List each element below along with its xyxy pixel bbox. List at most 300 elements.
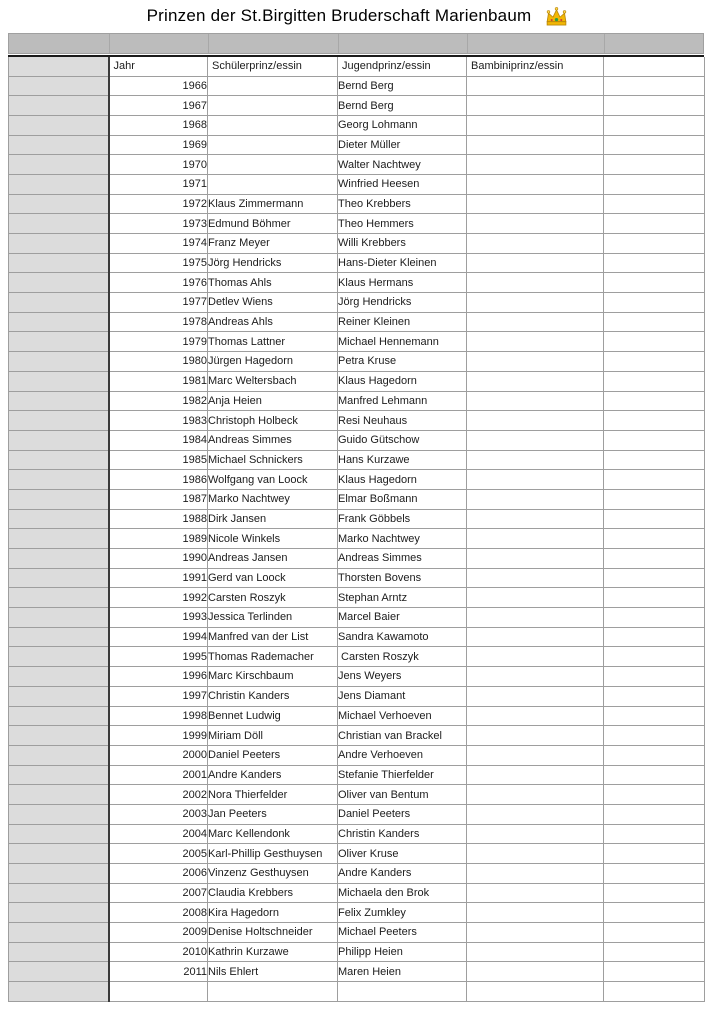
cell-jahr — [109, 982, 208, 1002]
cell-extra — [604, 312, 705, 332]
cell-jahr: 2009 — [109, 923, 208, 943]
cell-jugendprinz: Maren Heien — [338, 962, 467, 982]
cell-row-label — [9, 588, 109, 608]
table-row — [9, 785, 705, 805]
cell-bambiniprinz — [467, 647, 604, 667]
column-header-jahr: Jahr — [109, 57, 208, 76]
cell-schuelerprinz: Marko Nachtwey — [208, 489, 338, 509]
table-row — [9, 883, 705, 903]
cell-bambiniprinz — [467, 608, 604, 628]
cell-jugendprinz: Michael Hennemann — [338, 332, 467, 352]
cell-jahr: 1981 — [109, 371, 208, 391]
cell-extra — [604, 785, 705, 805]
cell-schuelerprinz: Kathrin Kurzawe — [208, 942, 338, 962]
table-row — [9, 686, 705, 706]
table-row — [9, 982, 705, 1002]
cell-jahr: 1971 — [109, 174, 208, 194]
cell-jahr: 2002 — [109, 785, 208, 805]
cell-row-label — [9, 155, 109, 175]
cell-bambiniprinz — [467, 411, 604, 431]
cell-schuelerprinz: Klaus Zimmermann — [208, 194, 338, 214]
cell-jahr: 1972 — [109, 194, 208, 214]
cell-jahr: 1986 — [109, 470, 208, 490]
cell-bambiniprinz — [467, 962, 604, 982]
cell-schuelerprinz: Jörg Hendricks — [208, 253, 338, 273]
table-row — [9, 312, 705, 332]
cell-jugendprinz: Dieter Müller — [338, 135, 467, 155]
cell-row-label — [9, 135, 109, 155]
column-header-schuelerprinz: Schülerprinz/essin — [208, 57, 338, 76]
cell-jahr: 1991 — [109, 568, 208, 588]
cell-bambiniprinz — [467, 568, 604, 588]
cell-schuelerprinz: Jessica Terlinden — [208, 608, 338, 628]
cell-extra — [604, 962, 705, 982]
cell-jahr: 1984 — [109, 430, 208, 450]
table-row — [9, 627, 705, 647]
cell-jugendprinz: Michael Peeters — [338, 923, 467, 943]
cell-jugendprinz: Resi Neuhaus — [338, 411, 467, 431]
cell-row-label — [9, 76, 109, 96]
page-title: Prinzen der St.Birgitten Bruderschaft Marienbaum — [146, 6, 532, 25]
cell-jugendprinz: Marko Nachtwey — [338, 529, 467, 549]
cell-extra — [604, 76, 705, 96]
cell-row-label — [9, 824, 109, 844]
cell-jugendprinz: Winfried Heesen — [338, 174, 467, 194]
cell-row-label — [9, 470, 109, 490]
cell-row-label — [9, 391, 109, 411]
cell-schuelerprinz: Andre Kanders — [208, 765, 338, 785]
cell-jahr: 1970 — [109, 155, 208, 175]
cell-jugendprinz: Thorsten Bovens — [338, 568, 467, 588]
cell-row-label — [9, 234, 109, 254]
band-cell — [208, 34, 338, 53]
cell-jahr: 1980 — [109, 352, 208, 372]
title-row — [0, 3, 716, 29]
cell-row-label — [9, 332, 109, 352]
cell-schuelerprinz — [208, 76, 338, 96]
cell-schuelerprinz — [208, 982, 338, 1002]
cell-schuelerprinz — [208, 115, 338, 135]
cell-schuelerprinz: Nils Ehlert — [208, 962, 338, 982]
cell-extra — [604, 293, 705, 313]
cell-bambiniprinz — [467, 470, 604, 490]
cell-schuelerprinz: Nicole Winkels — [208, 529, 338, 549]
table-row — [9, 745, 705, 765]
cell-bambiniprinz — [467, 450, 604, 470]
cell-row-label — [9, 982, 109, 1002]
cell-jahr: 1992 — [109, 588, 208, 608]
cell-jugendprinz — [338, 982, 467, 1002]
cell-row-label — [9, 568, 109, 588]
table-row — [9, 844, 705, 864]
cell-schuelerprinz: Vinzenz Gesthuysen — [208, 864, 338, 884]
table-header-row — [9, 57, 705, 76]
cell-jugendprinz: Sandra Kawamoto — [338, 627, 467, 647]
cell-row-label — [9, 115, 109, 135]
cell-jahr: 1995 — [109, 647, 208, 667]
cell-jugendprinz: Hans Kurzawe — [338, 450, 467, 470]
cell-schuelerprinz: Andreas Ahls — [208, 312, 338, 332]
cell-jugendprinz: Daniel Peeters — [338, 804, 467, 824]
cell-extra — [604, 194, 705, 214]
table-row — [9, 962, 705, 982]
cell-extra — [604, 253, 705, 273]
cell-bambiniprinz — [467, 312, 604, 332]
cell-row-label — [9, 549, 109, 569]
cell-jahr: 1967 — [109, 96, 208, 116]
cell-schuelerprinz: Marc Kellendonk — [208, 824, 338, 844]
cell-schuelerprinz: Andreas Jansen — [208, 549, 338, 569]
cell-bambiniprinz — [467, 135, 604, 155]
cell-bambiniprinz — [467, 745, 604, 765]
cell-row-label — [9, 962, 109, 982]
cell-extra — [604, 509, 705, 529]
cell-schuelerprinz — [208, 155, 338, 175]
cell-schuelerprinz: Franz Meyer — [208, 234, 338, 254]
cell-row-label — [9, 273, 109, 293]
cell-extra — [604, 450, 705, 470]
cell-jugendprinz: Klaus Hagedorn — [338, 470, 467, 490]
cell-schuelerprinz: Thomas Rademacher — [208, 647, 338, 667]
table-row — [9, 549, 705, 569]
cell-jahr: 1993 — [109, 608, 208, 628]
cell-row-label — [9, 96, 109, 116]
cell-extra — [604, 864, 705, 884]
table-row — [9, 371, 705, 391]
cell-bambiniprinz — [467, 765, 604, 785]
cell-extra — [604, 844, 705, 864]
cell-schuelerprinz: Marc Weltersbach — [208, 371, 338, 391]
cell-row-label — [9, 785, 109, 805]
cell-jahr: 2003 — [109, 804, 208, 824]
cell-jahr: 2010 — [109, 942, 208, 962]
cell-jahr: 1975 — [109, 253, 208, 273]
cell-row-label — [9, 174, 109, 194]
cell-jahr: 1973 — [109, 214, 208, 234]
cell-schuelerprinz: Thomas Ahls — [208, 273, 338, 293]
table-row — [9, 706, 705, 726]
cell-jahr: 1966 — [109, 76, 208, 96]
cell-jugendprinz: Theo Hemmers — [338, 214, 467, 234]
cell-row-label — [9, 686, 109, 706]
cell-bambiniprinz — [467, 549, 604, 569]
cell-extra — [604, 352, 705, 372]
cell-row-label — [9, 253, 109, 273]
cell-schuelerprinz: Marc Kirschbaum — [208, 667, 338, 687]
cell-jahr: 1996 — [109, 667, 208, 687]
cell-jahr: 1983 — [109, 411, 208, 431]
cell-bambiniprinz — [467, 234, 604, 254]
table-row — [9, 214, 705, 234]
table-row — [9, 273, 705, 293]
column-header-bambiniprinz: Bambiniprinz/essin — [467, 57, 604, 76]
cell-jugendprinz: Oliver van Bentum — [338, 785, 467, 805]
cell-bambiniprinz — [467, 942, 604, 962]
cell-jahr: 1978 — [109, 312, 208, 332]
cell-extra — [604, 923, 705, 943]
cell-row-label — [9, 706, 109, 726]
table-row — [9, 430, 705, 450]
cell-extra — [604, 430, 705, 450]
cell-extra — [604, 411, 705, 431]
cell-row-label — [9, 923, 109, 943]
cell-extra — [604, 391, 705, 411]
cell-jugendprinz: Carsten Roszyk — [338, 647, 467, 667]
table-row — [9, 824, 705, 844]
cell-row-label — [9, 765, 109, 785]
cell-jugendprinz: Michael Verhoeven — [338, 706, 467, 726]
cell-bambiniprinz — [467, 864, 604, 884]
cell-extra — [604, 549, 705, 569]
cell-schuelerprinz: Karl-Phillip Gesthuysen — [208, 844, 338, 864]
cell-jugendprinz: Reiner Kleinen — [338, 312, 467, 332]
cell-extra — [604, 686, 705, 706]
table-row — [9, 608, 705, 628]
cell-bambiniprinz — [467, 352, 604, 372]
column-header-extra — [604, 57, 705, 76]
cell-jugendprinz: Jörg Hendricks — [338, 293, 467, 313]
cell-jugendprinz: Stefanie Thierfelder — [338, 765, 467, 785]
table-row — [9, 470, 705, 490]
cell-bambiniprinz — [467, 529, 604, 549]
cell-jahr: 1979 — [109, 332, 208, 352]
cell-extra — [604, 982, 705, 1002]
cell-row-label — [9, 352, 109, 372]
table-row — [9, 194, 705, 214]
table-row — [9, 804, 705, 824]
band-cell — [467, 34, 604, 53]
cell-jahr: 1990 — [109, 549, 208, 569]
table-row — [9, 509, 705, 529]
cell-extra — [604, 214, 705, 234]
cell-jugendprinz: Klaus Hagedorn — [338, 371, 467, 391]
column-header-blank — [9, 57, 109, 76]
cell-schuelerprinz: Carsten Roszyk — [208, 588, 338, 608]
cell-jahr: 1988 — [109, 509, 208, 529]
cell-schuelerprinz: Claudia Krebbers — [208, 883, 338, 903]
cell-bambiniprinz — [467, 588, 604, 608]
cell-bambiniprinz — [467, 903, 604, 923]
cell-row-label — [9, 450, 109, 470]
cell-schuelerprinz: Jürgen Hagedorn — [208, 352, 338, 372]
cell-schuelerprinz: Kira Hagedorn — [208, 903, 338, 923]
cell-extra — [604, 608, 705, 628]
cell-row-label — [9, 942, 109, 962]
cell-extra — [604, 135, 705, 155]
cell-bambiniprinz — [467, 667, 604, 687]
cell-bambiniprinz — [467, 253, 604, 273]
cell-jugendprinz: Michaela den Brok — [338, 883, 467, 903]
cell-bambiniprinz — [467, 371, 604, 391]
cell-extra — [604, 883, 705, 903]
cell-bambiniprinz — [467, 883, 604, 903]
table-row — [9, 96, 705, 116]
cell-bambiniprinz — [467, 824, 604, 844]
table-row — [9, 391, 705, 411]
cell-jahr: 2008 — [109, 903, 208, 923]
table-row — [9, 765, 705, 785]
cell-jahr: 1985 — [109, 450, 208, 470]
cell-bambiniprinz — [467, 115, 604, 135]
cell-row-label — [9, 745, 109, 765]
cell-jugendprinz: Klaus Hermans — [338, 273, 467, 293]
cell-bambiniprinz — [467, 844, 604, 864]
cell-extra — [604, 726, 705, 746]
cell-row-label — [9, 667, 109, 687]
cell-extra — [604, 568, 705, 588]
cell-jugendprinz: Jens Weyers — [338, 667, 467, 687]
table-row — [9, 923, 705, 943]
cell-extra — [604, 588, 705, 608]
table-row — [9, 489, 705, 509]
table-row — [9, 234, 705, 254]
cell-bambiniprinz — [467, 726, 604, 746]
cell-row-label — [9, 371, 109, 391]
cell-bambiniprinz — [467, 923, 604, 943]
table-row — [9, 942, 705, 962]
cell-jugendprinz: Hans-Dieter Kleinen — [338, 253, 467, 273]
cell-jugendprinz: Andreas Simmes — [338, 549, 467, 569]
cell-row-label — [9, 509, 109, 529]
cell-bambiniprinz — [467, 785, 604, 805]
cell-jugendprinz: Frank Göbbels — [338, 509, 467, 529]
cell-extra — [604, 529, 705, 549]
cell-jahr: 2011 — [109, 962, 208, 982]
cell-jahr: 1982 — [109, 391, 208, 411]
cell-row-label — [9, 214, 109, 234]
table-row — [9, 450, 705, 470]
cell-extra — [604, 647, 705, 667]
cell-schuelerprinz: Bennet Ludwig — [208, 706, 338, 726]
cell-jahr: 1994 — [109, 627, 208, 647]
prinzen-table-area — [8, 33, 704, 1002]
cell-schuelerprinz: Anja Heien — [208, 391, 338, 411]
cell-jugendprinz: Theo Krebbers — [338, 194, 467, 214]
cell-extra — [604, 706, 705, 726]
cell-extra — [604, 745, 705, 765]
cell-bambiniprinz — [467, 174, 604, 194]
cell-extra — [604, 489, 705, 509]
cell-jahr: 2007 — [109, 883, 208, 903]
cell-schuelerprinz — [208, 135, 338, 155]
cell-jugendprinz: Elmar Boßmann — [338, 489, 467, 509]
table-row — [9, 253, 705, 273]
cell-extra — [604, 115, 705, 135]
cell-schuelerprinz: Michael Schnickers — [208, 450, 338, 470]
table-row — [9, 411, 705, 431]
cell-jahr: 1998 — [109, 706, 208, 726]
cell-extra — [604, 804, 705, 824]
cell-jahr: 1999 — [109, 726, 208, 746]
cell-row-label — [9, 489, 109, 509]
cell-jahr: 2004 — [109, 824, 208, 844]
cell-schuelerprinz: Denise Holtschneider — [208, 923, 338, 943]
cell-bambiniprinz — [467, 509, 604, 529]
cell-row-label — [9, 194, 109, 214]
cell-extra — [604, 96, 705, 116]
table-row — [9, 115, 705, 135]
cell-bambiniprinz — [467, 391, 604, 411]
cell-jugendprinz: Christian van Brackel — [338, 726, 467, 746]
cell-schuelerprinz: Dirk Jansen — [208, 509, 338, 529]
cell-row-label — [9, 411, 109, 431]
cell-schuelerprinz: Nora Thierfelder — [208, 785, 338, 805]
cell-bambiniprinz — [467, 804, 604, 824]
cell-row-label — [9, 804, 109, 824]
cell-bambiniprinz — [467, 293, 604, 313]
band-cell — [604, 34, 705, 53]
table-row — [9, 135, 705, 155]
table-row — [9, 864, 705, 884]
cell-extra — [604, 273, 705, 293]
cell-jahr: 1989 — [109, 529, 208, 549]
cell-jugendprinz: Andre Kanders — [338, 864, 467, 884]
cell-jahr: 1976 — [109, 273, 208, 293]
cell-extra — [604, 824, 705, 844]
cell-jahr: 1987 — [109, 489, 208, 509]
cell-jugendprinz: Christin Kanders — [338, 824, 467, 844]
cell-row-label — [9, 844, 109, 864]
cell-extra — [604, 903, 705, 923]
band-cell — [338, 34, 467, 53]
cell-jahr: 2001 — [109, 765, 208, 785]
cell-jugendprinz: Marcel Baier — [338, 608, 467, 628]
cell-row-label — [9, 627, 109, 647]
cell-row-label — [9, 903, 109, 923]
cell-row-label — [9, 883, 109, 903]
column-header-jugendprinz: Jugendprinz/essin — [338, 57, 467, 76]
cell-extra — [604, 155, 705, 175]
cell-row-label — [9, 529, 109, 549]
table-row — [9, 667, 705, 687]
table-top-band — [8, 33, 704, 54]
table-row — [9, 726, 705, 746]
table-row — [9, 174, 705, 194]
cell-schuelerprinz: Christoph Holbeck — [208, 411, 338, 431]
cell-extra — [604, 765, 705, 785]
cell-schuelerprinz: Miriam Döll — [208, 726, 338, 746]
cell-bambiniprinz — [467, 627, 604, 647]
cell-jugendprinz: Willi Krebbers — [338, 234, 467, 254]
cell-extra — [604, 371, 705, 391]
cell-jugendprinz: Walter Nachtwey — [338, 155, 467, 175]
cell-bambiniprinz — [467, 332, 604, 352]
cell-schuelerprinz: Wolfgang van Loock — [208, 470, 338, 490]
cell-schuelerprinz: Andreas Simmes — [208, 430, 338, 450]
cell-jugendprinz: Manfred Lehmann — [338, 391, 467, 411]
cell-bambiniprinz — [467, 982, 604, 1002]
cell-row-label — [9, 726, 109, 746]
cell-bambiniprinz — [467, 214, 604, 234]
cell-jugendprinz: Petra Kruse — [338, 352, 467, 372]
cell-jugendprinz: Guido Gütschow — [338, 430, 467, 450]
cell-bambiniprinz — [467, 96, 604, 116]
cell-jahr: 2006 — [109, 864, 208, 884]
band-cell — [109, 34, 208, 53]
cell-jugendprinz: Felix Zumkley — [338, 903, 467, 923]
cell-bambiniprinz — [467, 430, 604, 450]
table-row — [9, 76, 705, 96]
cell-schuelerprinz: Edmund Böhmer — [208, 214, 338, 234]
cell-bambiniprinz — [467, 706, 604, 726]
cell-extra — [604, 332, 705, 352]
table-row — [9, 155, 705, 175]
cell-extra — [604, 667, 705, 687]
cell-bambiniprinz — [467, 489, 604, 509]
cell-jugendprinz: Jens Diamant — [338, 686, 467, 706]
cell-row-label — [9, 293, 109, 313]
cell-jahr: 1974 — [109, 234, 208, 254]
